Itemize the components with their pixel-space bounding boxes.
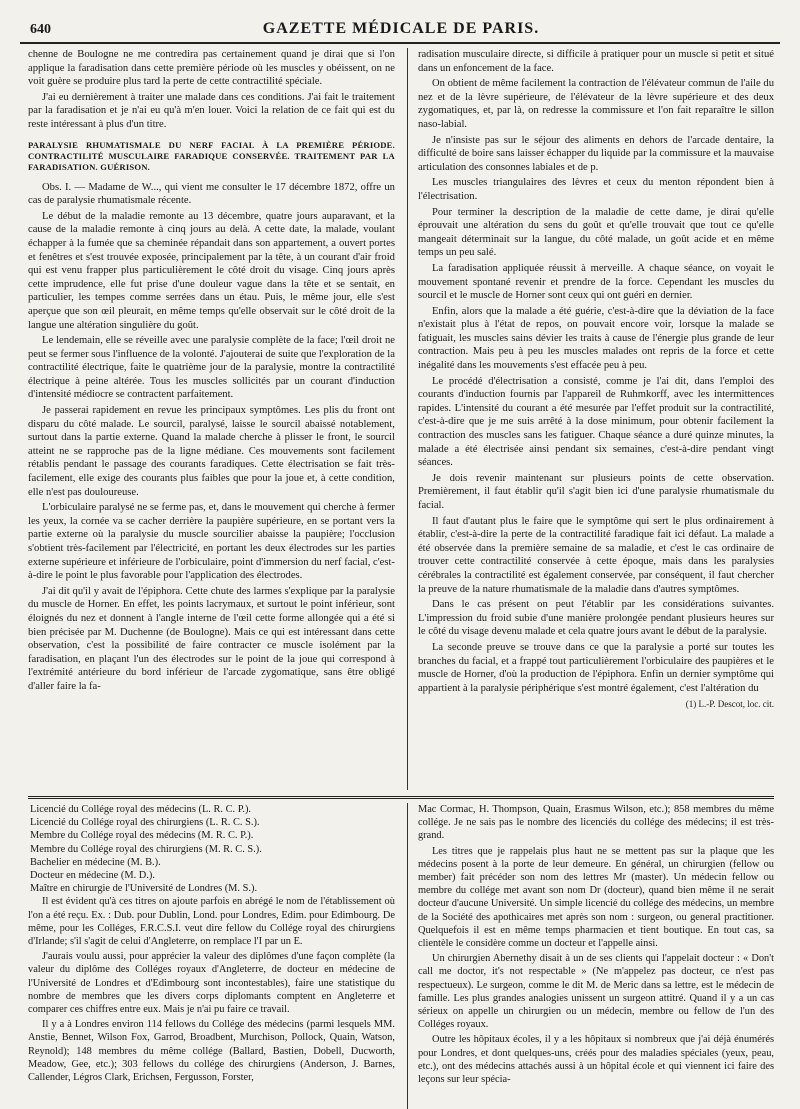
paragraph: Le lendemain, elle se réveille avec une paralysie complète de la face; l'œil droit ne peut se fermer sous l'influence de la volonté. J'ajouterai de suite que l'exploration de la contractilité électrique, faite le quatrième jour de la paralysie, montre la contractilité électrique à peine altérée. Tous les muscles sollicités par un courant d'induction d'intensité médiocre se contractent parfaitement. bbox=[28, 335, 395, 401]
paragraph: Je dois revenir maintenant sur plusieurs points de cette observation. Premièrement, il faut établir qu'il s'agit bien ici d'une paralysie rhumatismale du facial. bbox=[417, 472, 774, 511]
paragraph: Un chirurgien Abernethy disait à un de ses clients qui l'appelait docteur : « Don't call me doctor, it's not respectable » (Ne m'appelez pas docteur, ce n'est pas respectueux). Le surgeon, comme le dit M. de Meric dans sa lettre, est le médecin de famille. Les plus grandes analogies unissent un surgeon attitré. Quand il y a un cas sérieux on appelle un chirurgien ou un médecin, membre ou fellow de l'un des Colléges royaux. bbox=[417, 953, 774, 1031]
paragraph: Le procédé d'électrisation a consisté, comme je l'ai dit, dans l'emploi des courants d'induction fournis par l'appareil de Ruhmkorff, avec les intermittences rapides. L'intensité du courant a été mesurée par l'effet produit sur la contractilité, c'est-à-dire que je me suis arrêté à la dose minimum, pour obtenir facilement la contraction des muscles sans les fatiguer. Chaque séance a duré quinze minutes, la malade a été électrisée ainsi pendant six semaines, c'est-à-dire pendant vingt séances. bbox=[417, 375, 774, 469]
paragraph: J'ai eu dernièrement à traiter une malade dans ces conditions. J'ai fait le traitement par la faradisation et je n'ai eu qu'à m'en louer. Voici la relation de ce fait qui est du reste intéressant à plus d'un titre. bbox=[28, 91, 395, 130]
paragraph: Outre les hôpitaux écoles, il y a les hôpitaux si nombreux que j'ai déjà énumérés pour Londres, et dont quelques-uns, créés pour des maladies spéciales (yeux, peau, etc.), ont des médecins attachés aussi à un hôpital école et qui viennent ici faire des leçons sur leur spécia- bbox=[417, 1034, 774, 1086]
paragraph: Enfin, alors que la malade a été guérie, c'est-à-dire que la déviation de la face n'existait plus à l'état de repos, on pouvait encore voir, lorsque la malade se fatiguait, les muscles sains dévier les traits à cause de l'énergie plus grande de leur contraction. Mais peu à peu les muscles malades ont repris de la force et cette inégalité dans les mouvements s'est effacée peu à peu. bbox=[417, 305, 774, 372]
paragraph: Il y a à Londres environ 114 fellows du Collége des médecins (parmi lesquels MM. Anstie, Bennet, Wilson Fox, Garrod, Broadbent, Murchison, Pollock, Quain, Watson, Reynold); 148 membres du même collége (Ballard, Bastien, Dobell, Ducworth, Meadow, Gee, etc.); 303 fellows du collége des chirurgiens (Anderson, J. Barnes, Callender, Légros Clark, Erichsen, Fergusson, Forster, bbox=[28, 1019, 395, 1084]
upper-right-column bbox=[407, 48, 774, 790]
list-item: Docteur en médecine (M. D.). bbox=[30, 870, 155, 882]
upper-article bbox=[20, 48, 780, 790]
paragraph: Je passerai rapidement en revue les principaux symptômes. Les plis du front ont disparu du côté malade. Le sourcil, paralysé, laisse le sourcil abaissé notablement, surtout dans la partie externe. Quand la malade cherche à plisser le front, le sourcil atteint ne se rapproche pas de la ligne médiane. Ces mouvements sont facilement rétablis pendant le passage des courants faradiques. Cette électrisation se fait très-facilement, elle exige des courants plus faibles que pour la joue et, à cette condition, elle n'est pas douloureuse. bbox=[28, 405, 395, 498]
section-divider bbox=[28, 796, 774, 799]
list-item: Maître en chirurgie de l'Université de Londres (M. S.). bbox=[30, 883, 258, 895]
paragraph: Mac Cormac, H. Thompson, Quain, Erasmus Wilson, etc.); 858 membres du même collége. Je ne sais pas le nombre des licenciés du collége des médecins; il est très-grand. bbox=[417, 804, 774, 842]
paragraph: Je n'insiste pas sur le séjour des aliments en dehors de l'arcade dentaire, la difficulté de boire sans laisser échapper du liquide par la commissure et la mauvaise articulation des consonnes labiales et de p. bbox=[417, 134, 774, 173]
paragraph: Il faut d'autant plus le faire que le symptôme qui sert le plus ordinairement à établir, c'est-à-dire la perte de la contractilité faradique fait ici défaut. La malade a été observée dans la première semaine de sa maladie, et c'est le cas ordinaire de trouver cette contractilité conservée à cette époque, mais dans les paralysies cérébrales la contractilité est également conservée, par conséquent, il faut chercher la preuve de la nature rhumatismale de la maladie dans d'autres symptômes. bbox=[417, 515, 774, 595]
paragraph: Dans le cas présent on peut l'établir par les considérations suivantes. L'impression du froid subie d'une manière prolongée pendant plusieurs heures sur le côté du visage devenu malade et cela quatre jours avant le début de la paralysie. bbox=[417, 599, 774, 638]
list-item: Membre du Collége royal des chirurgiens (M. R. C. S.). bbox=[30, 843, 262, 855]
list-item: Licencié du Collége royal des chirurgiens (L. R. C. S.). bbox=[30, 817, 260, 829]
paragraph: Il est évident qu'à ces titres on ajoute parfois en abrégé le nom de l'établissement où l'on a été reçu. Ex. : Dub. pour Dublin, Lond. pour Londres, Edim. pour Edimbourg. De même, pour les Colléges, F.R.C.S.I. veut dire fellow du Collége royal des chirurgiens d'Irlande; s'il s'agit de celui d'Angleterre, on remplace l'I par un E. bbox=[28, 896, 395, 948]
paragraph: On obtient de même facilement la contraction de l'élévateur commun de l'aile du nez et de la lèvre supérieure, de l'élévateur de la lèvre supérieure et des deux zygomatiques, et, par là, on redresse la commissure et l'on fait reparaître le sillon naso-labial. bbox=[417, 78, 774, 130]
footnote: (1) L.-P. Descot, loc. cit. bbox=[685, 699, 774, 710]
paragraph: J'aurais voulu aussi, pour apprécier la valeur des diplômes d'une façon complète (la valeur du diplôme des Colléges royaux d'Angleterre, de docteur en médecine de l'Université de Londres et d'Edimbourg sont incontestables), faire une statistique du nombre de membres que les divers corps diplomants comptent en Angleterre et comparer ces chiffres entre eux. Mais je n'ai pu faire ce travail. bbox=[28, 951, 395, 1016]
paragraph: La seconde preuve se trouve dans ce que la paralysie a porté sur toutes les branches du facial, et a frappé tout particulièrement l'orbiculaire des paupières et le muscle de Horner, d'où la production de l'épiphora. Enfin un dernier symptôme qui appartient à la paralysie périphérique s'est montré également, c'est l'altération du bbox=[417, 641, 774, 694]
paragraph: J'ai dit qu'il y avait de l'épiphora. Cette chute des larmes s'explique par la paralysie du muscle de Horner. En effet, les points lacrymaux, et surtout le point inférieur, sont éloignés du nez et donnent à l'angle interne de l'œil cette forme allongée qui a été si bien précisée par M. Duchenne (de Boulogne). Mais ce qui est intéressant dans cette observation, c'est la possibilité de faire contracter ce muscle isolément par la faradisation, en plaçant l'un des électrodes sur le point de la joue qui correspond à l'extrémité antérieure du bord inférieur de l'arcade zygomatique, sans être obligé d'aller faire la fa- bbox=[28, 585, 395, 692]
page-header bbox=[20, 20, 780, 44]
journal-title: GAZETTE MÉDICALE DE PARIS. bbox=[262, 20, 540, 37]
paragraph: Les titres que je rappelais plus haut ne se mettent pas sur la plaque que les médecins posent à la porte de leur demeure. En général, un chirurgien (fellow ou member) fait précéder son nom des lettres Mr (master). Un médecin fellow ou membre du collége met avant son nom Dr (docteur), quand bien même il ne serait docteur d'aucune Université. Un simple licencié du collége des médecins, un membre de la Société des apothicaires met après son nom : surgeon, ou general practitioner. Quelquefois il est en même temps pharmacien et tient boutique. En tout cas, sa clientèle le considère comme un docteur et l'appelle ainsi. bbox=[417, 845, 774, 950]
list-item: Membre du Collége royal des médecins (M. R. C. P.). bbox=[30, 830, 254, 842]
lower-right-column bbox=[407, 803, 774, 1109]
list-item: Licencié du Collége royal des médecins (L. R. C. P.). bbox=[30, 804, 252, 815]
page-number: 640 bbox=[30, 22, 51, 37]
section-heading: PARALYSIE RHUMATISMALE DU NERF FACIAL À LA PREMIÈRE PÉRIODE. CONTRACTILITÉ MUSCULAIRE FARADIQUE CONSERVÉE. TRAITEMENT PAR LA FARADISATION. GUÉRISON. bbox=[28, 139, 395, 172]
lower-article bbox=[20, 803, 780, 1109]
paragraph: Pour terminer la description de la maladie de cette dame, je dirai qu'elle éprouvait une altération du sens du goût et qu'elle trouvait que tout ce qu'elle mangeait déterminait sur la langue, du côté malade, un goût acide et en même temps un peu salé. bbox=[417, 206, 774, 259]
lower-left-column bbox=[28, 803, 395, 1109]
paragraph: chenne de Boulogne ne me contredira pas certainement quand je dirai que si l'on applique la faradisation dans cette première période où les muscles y obéissent, on ne voit guère se produire plus tard la perte de cette contractilité spéciale. bbox=[28, 49, 395, 88]
paragraph: La faradisation appliquée réussit à merveille. A chaque séance, on voyait le mouvement spontané revenir et prendre de la force. Cependant les muscles du sourcil et le muscle de Horner sont ceux qui ont guéri en dernier. bbox=[417, 262, 774, 302]
paragraph: Les muscles triangulaires des lèvres et ceux du menton répondent bien à l'électrisation. bbox=[417, 177, 774, 202]
paragraph: L'orbiculaire paralysé ne se ferme pas, et, dans le mouvement qui cherche à fermer les yeux, la cornée va se cacher derrière la paupière supérieure, en se portant vers la partie externe où la paralysie du muscle sourcilier abaisse la paupière; l'occlusion s'obtient très-facilement par l'électricité, en portant les deux électrodes sur les parties externe supérieure et inférieure de l'orbiculaire, point d'immersion du nerf facial, c'est-à-dire le point le plus favorable pour l'application des électrodes. bbox=[28, 502, 395, 582]
paragraph: Obs. I. — Madame de W..., qui vient me consulter le 17 décembre 1872, offre un cas de paralysie rhumatismale récente. bbox=[28, 181, 395, 207]
upper-left-column bbox=[28, 48, 395, 790]
list-item: Bachelier en médecine (M. B.). bbox=[30, 856, 161, 868]
paragraph: Le début de la maladie remonte au 13 décembre, quatre jours auparavant, et la cause de la maladie remonte à cinq jours au delà. A cette date, la malade, voulant échapper à la fumée que sa cheminée répandait dans son appartement, a ouvert portes et fenêtres et s'est trouvée exposée, principalement par la tête, à un courant d'air froid qui est venu frapper plus particulièrement le côté droit du visage. Cinq jours après cette imprudence, elle fut prise d'une douleur vague dans la tête et se sentait, en particulier, les tempes comme serrées dans un étau. Puis, le même jour, elle s'est aperçue que son œil pleurait, en même temps qu'elle observait sur le côté droit de la langue une altération singulière du goût. bbox=[28, 210, 395, 331]
paragraph: radisation musculaire directe, si difficile à pratiquer pour un muscle si petit et situé dans un enfoncement de la face. bbox=[417, 49, 774, 74]
